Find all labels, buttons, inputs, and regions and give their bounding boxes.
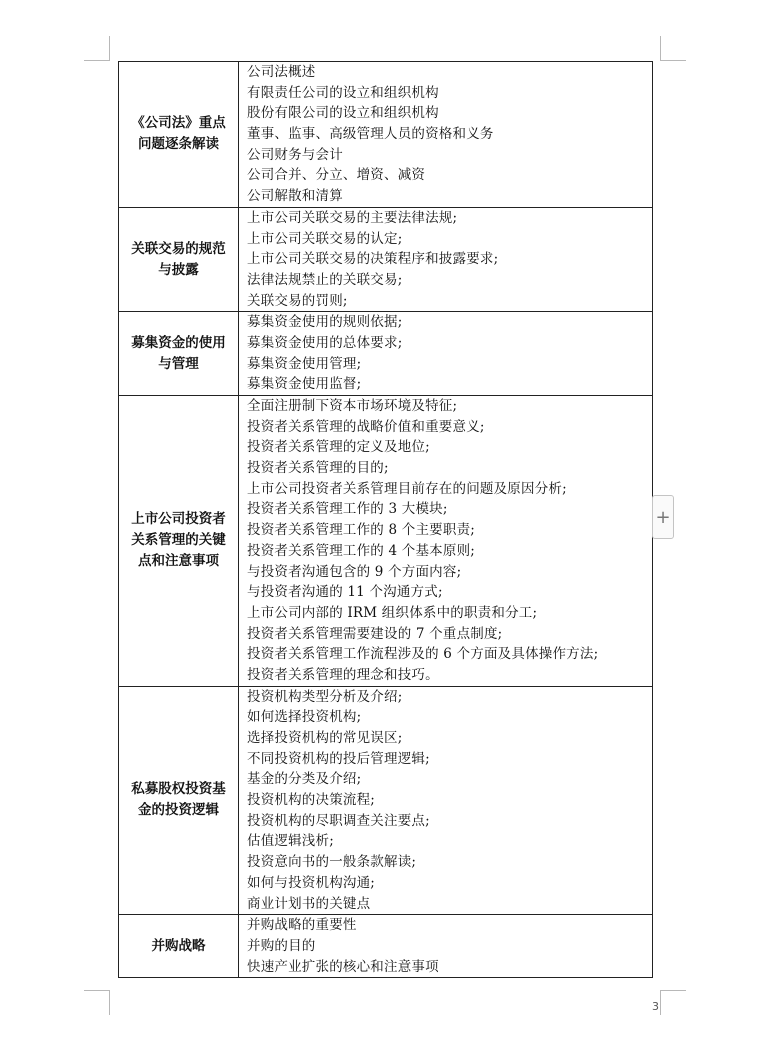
list-item: 募集资金使用的规则依据; <box>247 314 403 331</box>
list-item: 与投资者沟通的 11 个沟通方式; <box>247 584 443 601</box>
crop-mark <box>109 990 110 1015</box>
crop-mark <box>109 36 110 61</box>
list-item: 投资者关系管理的目的; <box>247 460 389 477</box>
list-item: 估值逻辑浅析; <box>247 833 334 850</box>
list-item: 投资机构的决策流程; <box>247 792 376 809</box>
expand-button[interactable] <box>652 495 674 539</box>
list-item: 上市公司内部的 IRM 组织体系中的职责和分工; <box>247 604 538 621</box>
topic-cell: 关联交易的规范与披露 <box>119 207 239 311</box>
plus-icon: + <box>655 506 671 528</box>
list-item: 股份有限公司的设立和组织机构 <box>247 105 439 122</box>
list-item: 投资者关系管理的战略价值和重要意义; <box>247 418 485 435</box>
list-item: 选择投资机构的常见误区; <box>247 730 403 746</box>
topic-cell: 《公司法》重点问题逐条解读 <box>119 62 239 208</box>
table-row <box>119 915 653 978</box>
items-cell <box>239 312 653 396</box>
list-item: 并购战略的重要性 <box>247 917 357 934</box>
table-row <box>119 62 653 208</box>
list-item: 投资者关系管理的定义及地位; <box>247 439 430 456</box>
list-item: 投资者关系管理工作的 4 个基本原则; <box>247 542 476 559</box>
list-item: 上市公司关联交易的决策程序和披露要求; <box>247 251 499 268</box>
items-cell <box>239 915 653 978</box>
list-item: 投资者关系管理的理念和技巧。 <box>247 666 439 683</box>
topic-cell: 上市公司投资者关系管理的关键点和注意事项 <box>119 396 239 687</box>
list-item: 如何与投资机构沟通; <box>247 874 376 891</box>
table-row <box>119 396 653 687</box>
list-item: 公司解散和清算 <box>247 188 343 205</box>
list-item: 上市公司投资者关系管理目前存在的问题及原因分析; <box>247 480 567 497</box>
list-item: 投资者关系管理工作流程涉及的 6 个方面及具体操作方法; <box>247 646 599 663</box>
crop-mark <box>84 990 110 991</box>
crop-mark <box>660 60 686 61</box>
crop-mark <box>84 60 110 61</box>
topic-cell: 并购战略 <box>119 915 239 978</box>
list-item: 投资者关系管理工作的 3 大模块; <box>247 501 448 518</box>
list-item: 如何选择投资机构; <box>247 709 362 726</box>
list-item: 不同投资机构的投后管理逻辑; <box>247 750 430 767</box>
list-item: 法律法规禁止的关联交易; <box>247 271 403 288</box>
items-cell <box>239 686 653 915</box>
table-row <box>119 312 653 396</box>
list-item: 投资机构类型分析及介绍; <box>247 688 403 705</box>
list-item: 投资意向书的一般条款解读; <box>247 854 417 871</box>
list-item: 关联交易的罚则; <box>247 292 348 309</box>
table-row <box>119 207 653 311</box>
crop-mark <box>660 36 661 61</box>
list-item: 募集资金使用管理; <box>247 355 362 372</box>
items-cell <box>239 62 653 208</box>
course-table <box>118 61 653 978</box>
list-item: 基金的分类及介绍; <box>247 771 362 788</box>
list-item: 募集资金使用的总体要求; <box>247 334 403 351</box>
items-cell <box>239 396 653 687</box>
list-item: 公司合并、分立、增资、减资 <box>247 167 426 184</box>
list-item: 投资者关系管理需要建设的 7 个重点制度; <box>247 625 503 642</box>
topic-cell: 募集资金的使用与管理 <box>119 312 239 396</box>
list-item: 与投资者沟通包含的 9 个方面内容; <box>247 563 462 580</box>
list-item: 投资机构的尽职调查关注要点; <box>247 812 430 829</box>
crop-mark <box>660 990 661 1015</box>
list-item: 募集资金使用监督; <box>247 376 362 393</box>
topic-cell: 私募股权投资基金的投资逻辑 <box>119 686 239 915</box>
list-item: 有限责任公司的设立和组织机构 <box>247 84 439 101</box>
list-item: 全面注册制下资本市场环境及特征; <box>247 398 458 414</box>
list-item: 董事、监事、高级管理人员的资格和义务 <box>247 126 494 143</box>
list-item: 快速产业扩张的核心和注意事项 <box>247 958 439 975</box>
items-cell <box>239 207 653 311</box>
list-item: 并购的目的 <box>247 937 316 954</box>
list-item: 公司法概述 <box>247 64 316 80</box>
page-number: 3 <box>652 1000 659 1013</box>
list-item: 投资者关系管理工作的 8 个主要职责; <box>247 522 476 539</box>
list-item: 公司财务与会计 <box>247 146 343 163</box>
crop-mark <box>660 990 686 991</box>
list-item: 商业计划书的关键点 <box>247 895 371 912</box>
table-row <box>119 686 653 915</box>
list-item: 上市公司关联交易的主要法律法规; <box>247 209 458 226</box>
list-item: 上市公司关联交易的认定; <box>247 230 403 247</box>
